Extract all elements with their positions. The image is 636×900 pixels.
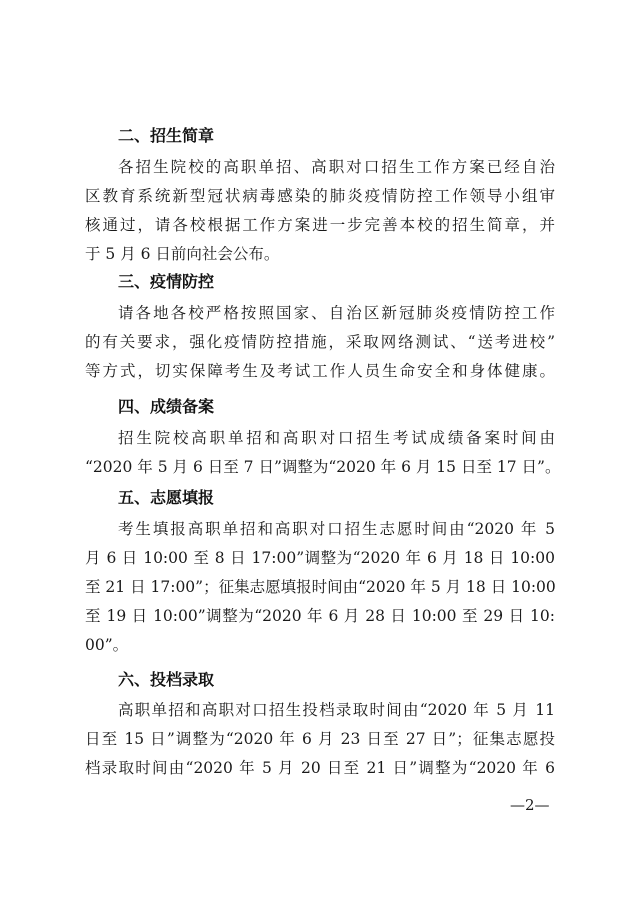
paragraph-line: 档录取时间由“2020 年 5 月 20 日至 21 日”调整为“2020 年 6	[85, 759, 555, 777]
paragraph-line: “2020 年 5 月 6 日至 7 日”调整为“2020 年 6 月 15 日至 17 日”。	[85, 458, 561, 476]
page-number: —2—	[510, 796, 550, 814]
paragraph-line: 至 21 日 17:00”；征集志愿填报时间由“2020 年 5 月 18 日 10:00	[85, 578, 556, 596]
paragraph-line: 招生院校高职单招和高职对口招生考试成绩备案时间由	[118, 429, 555, 447]
section-heading-epidemic-control: 三、疫情防控	[118, 272, 215, 291]
paragraph-line: 各招生院校的高职单招、高职对口招生工作方案已经自治	[118, 158, 555, 176]
paragraph-line: 区教育系统新型冠状病毒感染的肺炎疫情防控工作领导小组审	[85, 187, 555, 205]
paragraph-line: 至 19 日 10:00”调整为“2020 年 6 月 28 日 10:00 至 29 日 10:	[85, 607, 555, 625]
paragraph-line: 日至 15 日”调整为“2020 年 6 月 23 日至 27 日”；征集志愿投	[85, 730, 555, 748]
paragraph-line: 月 6 日 10:00 至 8 日 17:00”调整为“2020 年 6 月 18 日 10:00	[85, 549, 555, 567]
paragraph-line: 核通过，请各校根据工作方案进一步完善本校的招生简章，并	[85, 216, 555, 234]
paragraph-line: 请各地各校严格按照国家、自治区新冠肺炎疫情防控工作	[118, 304, 555, 322]
section-heading-enrollment-brochure: 二、招生简章	[118, 126, 215, 145]
paragraph-line: 考生填报高职单招和高职对口招生志愿时间由“2020 年 5	[118, 520, 555, 538]
section-heading-application: 五、志愿填报	[118, 488, 215, 507]
section-heading-admission: 六、投档录取	[118, 670, 215, 689]
paragraph-line: 00”。	[85, 636, 129, 654]
paragraph-line: 于 5 月 6 日前向社会公布。	[85, 245, 280, 263]
paragraph-line: 的有关要求，强化疫情防控措施，采取网络测试、“送考进校”	[85, 333, 555, 351]
paragraph-line: 高职单招和高职对口招生投档录取时间由“2020 年 5 月 11	[118, 701, 555, 719]
paragraph-line: 等方式，切实保障考生及考试工作人员生命安全和身体健康。	[85, 362, 555, 380]
section-heading-score-filing: 四、成绩备案	[118, 397, 215, 416]
